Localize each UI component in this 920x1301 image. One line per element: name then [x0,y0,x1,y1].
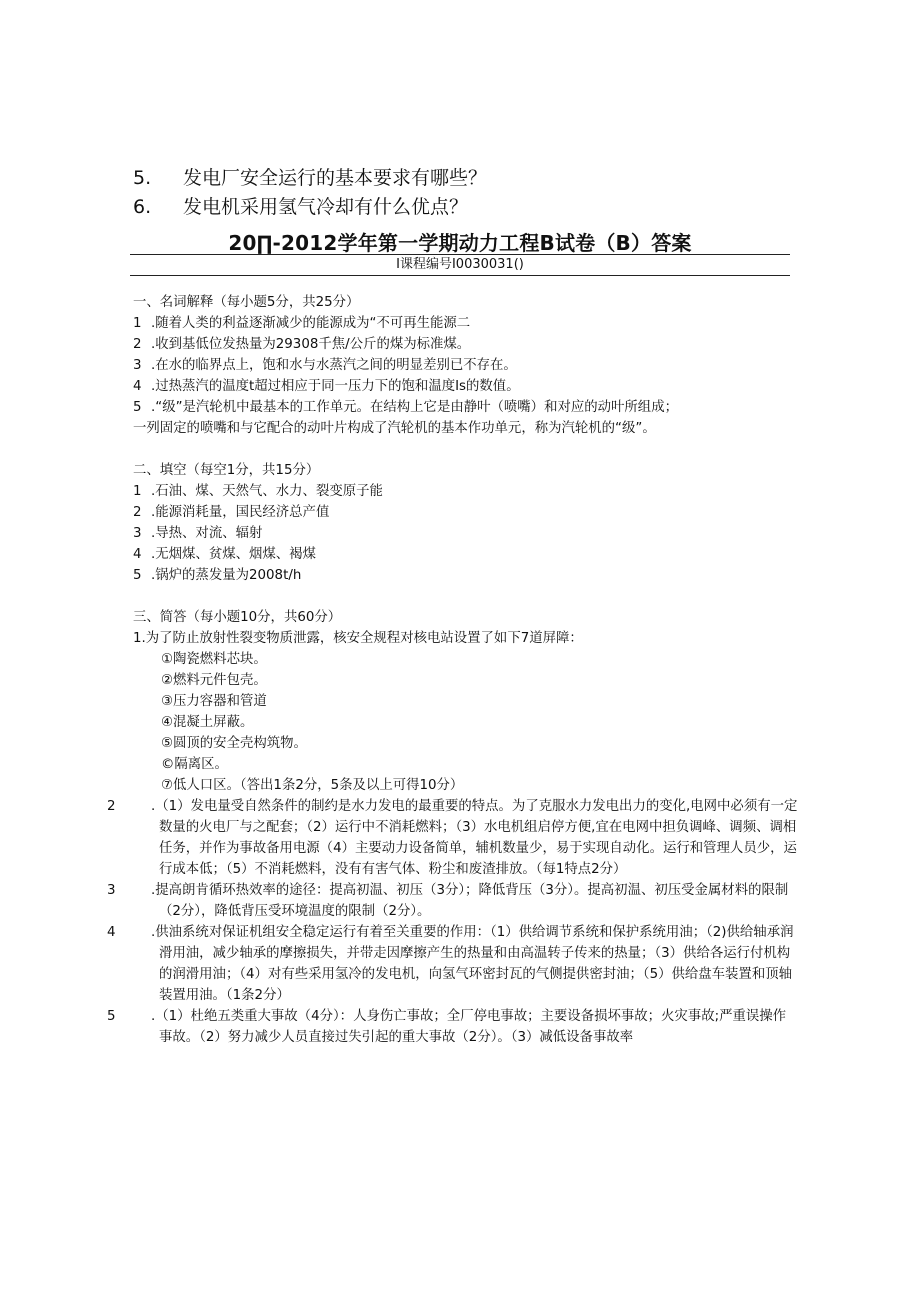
answer-body [107,292,798,1048]
s1-item-3: 3 .在水的临界点上，饱和水与水蒸汽之间的明显差别已不存在。 [133,358,517,373]
question-text: 发电厂安全运行的基本要求有哪些？ [183,167,488,189]
s1-item-2: 2 .收到基低位发热量为29308千焦/公斤的煤为标准煤。 [133,337,471,352]
s1-item-5-continued: 一列固定的喷嘴和与它配合的动叶片构成了汽轮机的基本作功单元，称为汽轮机的“级”。 [133,421,656,436]
s1-item-5: 5 .“级”是汽轮机中最基本的工作单元。在结构上它是由静叶（喷嘴）和对应的动叶所组成； [133,400,678,415]
s3-q3: 3 .提高朗肯循环热效率的途径：提高初温、初压（3分）；降低背压（3分）。提高初温、初压受金属材料的限制（2分），降低背压受环境温度的限制（2分）。 [107,883,789,919]
barrier-3: ③压力容器和管道 [161,694,267,709]
barrier-7: ⑦低人口区。（答出1条2分，5条及以上可得10分） [161,778,464,793]
question-6 [133,193,468,221]
barrier-6: ©隔离区。 [161,757,228,772]
question-text: 发电机采用氢气冷却有什么优点？ [183,196,469,218]
s2-item-2: 2 .能源消耗量，国民经济总产值 [133,505,330,520]
s3-q4: 4 .供油系统对保证机组安全稳定运行有着至关重要的作用：（1）供给调节系统和保护系统用油；（2)供给轴承润滑用油，减少轴承的摩擦损失，并带走因摩擦产生的热量和由高温转子传来的热量；（3）供给各运行付机构的润滑用油；（4）对有些采用氢冷的发电机，向氢气环密封瓦的气侧提供密封油；（5）供给盘车装置和顶轴装置用油。（1条2分） [107,925,794,1003]
section-2-heading: 二、填空（每空1分，共15分） [133,463,320,478]
title-rule [130,254,790,255]
s1-item-1: 1 .随着人类的利益逐渐减少的能源成为“不可再生能源二 [133,316,471,331]
s3-q1: 1.为了防止放射性裂变物质泄露，核安全规程对核电站设置了如下7道屏障： [133,631,583,646]
question-number: 5. [133,167,152,189]
barrier-5: ⑤圆顶的安全壳构筑物。 [161,736,307,751]
spacer [133,439,798,460]
s2-item-3: 3 .导热、对流、辐射 [133,526,263,541]
s2-item-1: 1 .石油、煤、天然气、水力、裂变原子能 [133,484,383,499]
section-3-heading: 三、简答（每小题10分，共60分） [133,610,342,625]
course-rule [130,275,790,276]
s3-q2: 2 .（1）发电量受自然条件的制约是水力发电的最重要的特点。为了克服水力发电出力的变化,电网中必须有一定数量的火电厂与之配套；（2）运行中不消耗燃料；（3）水电机组启停方便,宜在电网中担负调峰、调频、调相任务，并作为事故备用电源（4）主要动力设备简单，辅机数量少，易于实现自动化。运行和管理人员少，运行成本低；（5）不消耗燃料，没有有害气体、粉尘和废渣排放。（每1特点2分） [107,799,798,877]
s3-q5: 5 .（1）杜绝五类重大事故（4分）：人身伤亡事故；全厂停电事故；主要设备损坏事故；火灾事故;严重误操作事故。（2）努力减少人员直接过失引起的重大事故（2分）。（3）减低设备事故率 [107,1009,787,1045]
question-number: 6. [133,196,152,218]
s2-item-4: 4 .无烟煤、贫煤、烟煤、褐煤 [133,547,316,562]
barrier-2: ②燃料元件包壳。 [161,673,267,688]
question-5 [133,164,487,192]
answer-title: 20∏-2012学年第一学期动力工程B试卷（B）答案 [228,231,692,255]
s1-item-4: 4 .过热蒸汽的温度t超过相应于同一压力下的饱和温度Is的数值。 [133,379,520,394]
course-line: I课程编号I0030031() [396,257,524,272]
s2-item-5: 5 .锅炉的蒸发量为2008t/h [133,568,302,583]
spacer [133,586,798,607]
section-1-heading: 一、名词解释（每小题5分，共25分） [133,295,360,310]
barrier-4: ④混凝土屏蔽。 [161,715,254,730]
barrier-1: ①陶瓷燃料芯块。 [161,652,267,667]
